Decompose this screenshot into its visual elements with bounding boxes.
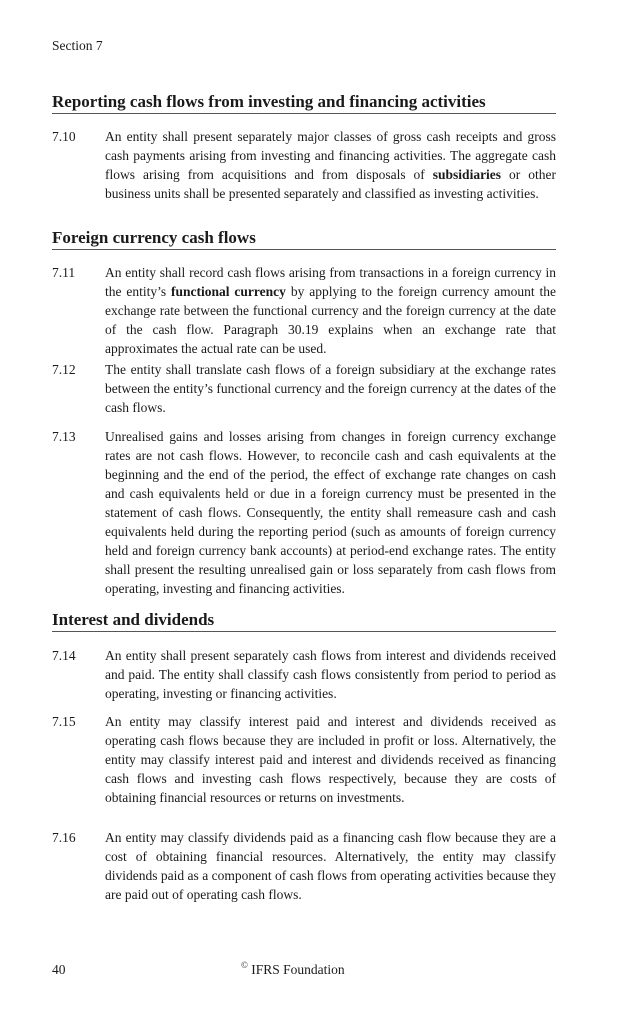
paragraph-text-part: by applying to the foreign currency amount the exchange rate between the functional currency and the foreign currency at the date of the cash flow. Paragraph 30.19 explains when an exchange rate that approximates the actual rate can be used. [105, 284, 556, 356]
paragraph-number: 7.16 [52, 830, 76, 845]
paragraph-text: An entity may classify interest paid and interest and dividends received as operating cash flows because they are included in profit or loss. Alternatively, the entity may classify interest paid and interest and dividends received as financing cash flows and investing cash flows respectively, because they are costs of obtaining financial resources or returns on investments. [105, 714, 556, 805]
paragraph-number: 7.11 [52, 265, 76, 280]
section-heading-foreign-currency: Foreign currency cash flows [52, 228, 556, 250]
paragraph-7-10 [52, 127, 556, 203]
paragraph-number: 7.14 [52, 648, 76, 663]
paragraph-text: The entity shall translate cash flows of a foreign subsidiary at the exchange rates between the entity’s functional currency and the foreign currency at the dates of the cash flows. [105, 362, 556, 415]
copyright-holder: IFRS Foundation [251, 962, 345, 977]
copyright-symbol: © [241, 960, 248, 970]
paragraph-number: 7.15 [52, 714, 76, 729]
paragraph-7-14 [52, 646, 556, 703]
paragraph-text: An entity may classify dividends paid as a financing cash flow because they are a cost of obtaining financial resources. Alternatively, the entity may classify dividends paid as a component of cash flows from operating activities because they are paid out of operating cash flows. [105, 830, 556, 902]
paragraph-7-16 [52, 828, 556, 904]
defined-term-functional-currency: functional currency [171, 284, 286, 299]
defined-term-subsidiaries: subsidiaries [432, 167, 502, 182]
paragraph-text-part: An entity shall present separately major classes of gross cash receipts and gross cash payments arising from investing and financing activities. The aggregate cash flows arising from acquisitions and from disposals of [105, 129, 556, 182]
paragraph-text-part: or other business units shall be presented separately and classified as investing activities. [105, 167, 556, 201]
paragraph-text [105, 127, 556, 203]
page-number: 40 [52, 962, 66, 977]
section-heading-interest-dividends: Interest and dividends [52, 610, 556, 632]
paragraph-number: 7.10 [52, 129, 76, 144]
copyright-notice [241, 962, 345, 978]
paragraph-text: An entity shall present separately cash flows from interest and dividends received and paid. The entity shall classify cash flows consistently from period to period as operating, investing or financing activities. [105, 648, 556, 701]
paragraph-7-11 [52, 263, 556, 358]
paragraph-number: 7.12 [52, 362, 76, 377]
paragraph-7-12 [52, 360, 556, 417]
paragraph-7-13 [52, 427, 556, 598]
section-heading-investing-financing: Reporting cash flows from investing and financing activities [52, 92, 556, 114]
paragraph-number: 7.13 [52, 429, 76, 444]
paragraph-text: Unrealised gains and losses arising from changes in foreign currency exchange rates are not cash flows. However, to reconcile cash and cash equivalents at the beginning and the end of the period, the effect of exchange rate changes on cash and cash equivalents held or due in a foreign currency must be presented in the statement of cash flows. Consequently, the entity shall remeasure cash and cash equivalents held during the reporting period (such as amounts of foreign currency held and foreign currency bank accounts) at period-end exchange rates. The entity shall present the resulting unrealised gain or loss separately from cash flows from operating, investing and financing activities. [105, 429, 556, 596]
paragraph-text-part: An entity shall record cash flows arising from transactions in a foreign currency in the entity’s [105, 265, 556, 299]
paragraph-7-15 [52, 712, 556, 807]
paragraph-text [105, 263, 556, 358]
section-label: Section 7 [52, 38, 103, 53]
